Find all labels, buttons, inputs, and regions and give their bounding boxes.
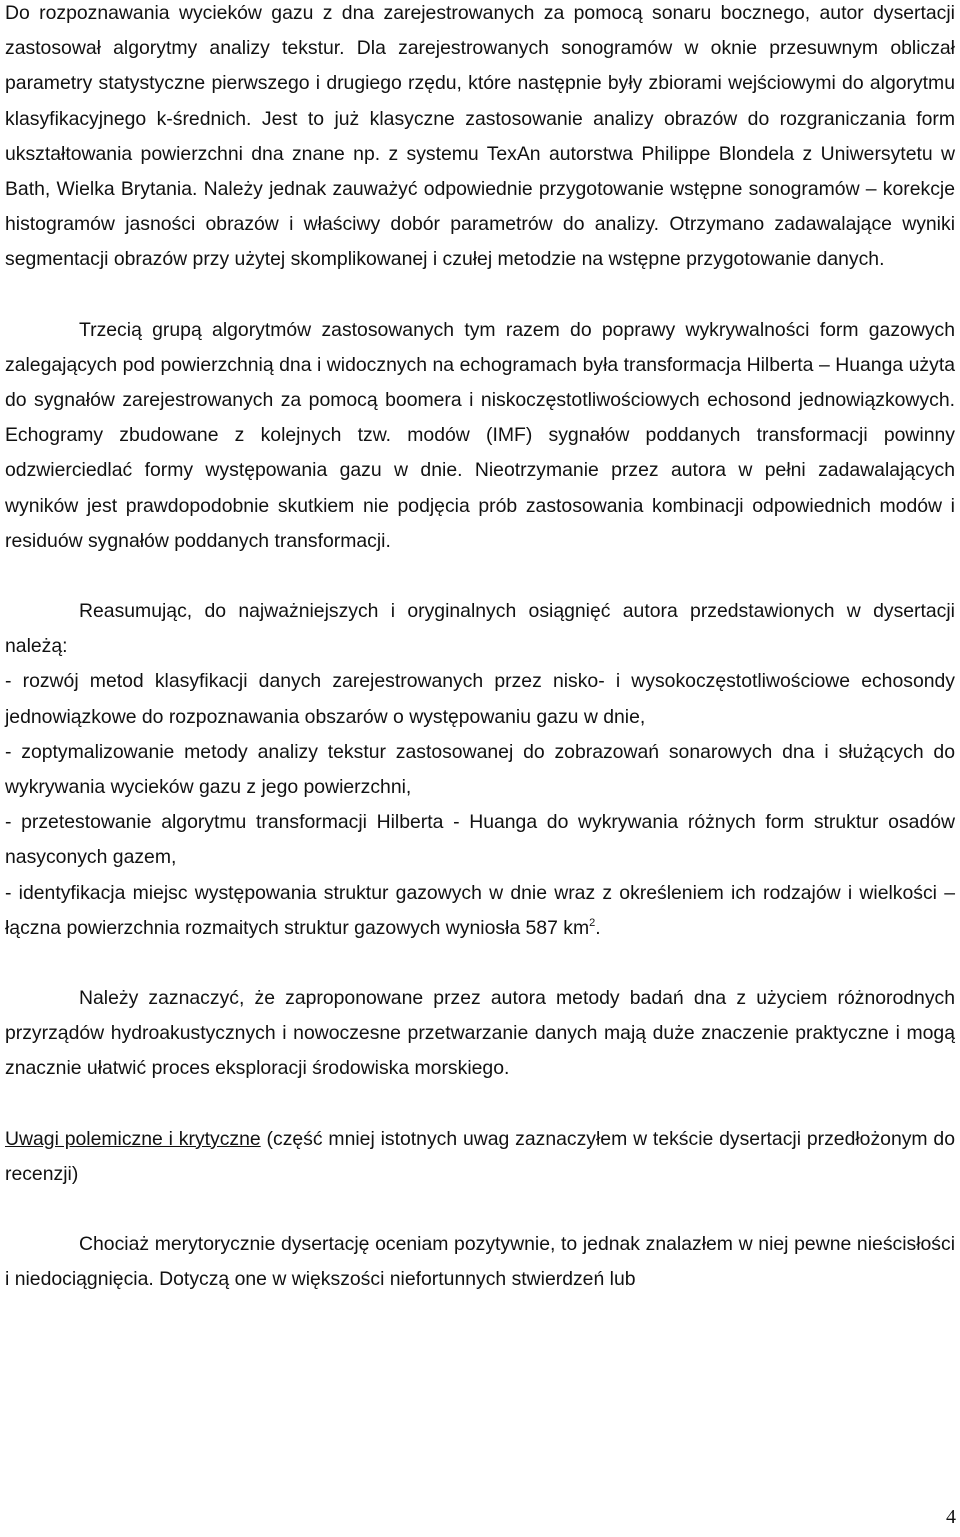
paragraph-overall-assessment: Chociaż merytorycznie dysertację oceniam pozytywnie, to jednak znalazłem w niej pewne nieścisłości i niedociągnięcia. Dotyczą one w większości niefortunnych stwierdzeń lub [5,1233,955,1291]
paragraph-gap [5,1192,955,1227]
summary-item-identification-text: - identyfikacja miejsc występowania struktur gazowych w dnie wraz z określeniem ich rodzajów i wielkości – łączna powierzchnia rozmaitych struktur gazowych wyniosła 587 km [5,881,955,939]
paragraph-gap [5,1087,955,1122]
paragraph-hilbert-huang: Trzecią grupą algorytmów zastosowanych tym razem do poprawy wykrywalności form gazowych zalegających pod powierzchnią dna i widocznych na echogramach była transformacja Hilberta – Huanga użyta do sygnałów zarejestrowanych za pomocą boomera i niskoczęstotliwościowych echosond jednowiązkowych. Echogramy zbudowane z kolejnych tzw. modów (IMF) sygnałów poddanych transformacji powinny odzwierciedlać formy występowania gazu w dnie. Nieotrzymanie przez autora w pełni zadawalających wyników jest prawdopodobnie skutkiem nie podjęcia prób zastosowania kombinacji odpowiednich modów i residuów sygnałów poddanych transformacji. [5,318,955,552]
superscript-two: 2 [589,916,596,929]
critical-remarks-note: (część mniej istotnych uwag zaznaczyłem w tekście dysertacji przedłożonym do recenzji) [5,1127,955,1185]
summary-item-texture: - zoptymalizowanie metody analizy tekstur zastosowanej do zobrazowań sonarowych dna i służących do wykrywania wycieków gazu z jego powierzchni, [5,740,955,799]
critical-remarks-heading: Uwagi polemiczne i krytyczne [5,1127,261,1150]
paragraph-critical-remarks [5,1122,955,1192]
paragraph-practical-significance: Należy zaznaczyć, że zaproponowane przez autora metody badań dna z użyciem różnorodnych przyrządów hydroakustycznych i nowoczesne przetwarzanie danych mają duże znaczenie praktyczne i mogą znacznie ułatwić proces eksploracji środowiska morskiego. [5,987,955,1080]
paragraph-gap [5,946,955,981]
paragraph-texture-analysis: Do rozpoznawania wycieków gazu z dna zarejestrowanych za pomocą sonaru bocznego, autor dysertacji zastosował algorytmy analizy tekstur. Dla zarejestrowanych sonogramów w oknie przesuwnym obliczał parametry statystyczne pierwszego i drugiego rzędu, które następnie były zbiorami wejściowymi do algorytmu klasyfikacyjnego k-średnich. Jest to już klasyczne zastosowanie analizy obrazów do rozgraniczania form ukształtowania powierzchni dna znane np. z systemu TexAn autorstwa Philippe Blondela z Uniwersytetu w Bath, Wielka Brytania. Należy jednak zauważyć odpowiednie przygotowanie wstępne sonogramów – korekcje histogramów jasności obrazów i właściwy dobór parametrów do analizy. Otrzymano zadawalające wyniki segmentacji obrazów przy użytej skomplikowanej i czułej metodzie na wstępne przygotowanie danych. [5,2,955,271]
summary-item-identification [5,876,955,946]
paragraph-gap [5,278,955,313]
page-number: 4 [946,1506,956,1528]
paragraph-summary-intro: Reasumując, do najważniejszych i oryginalnych osiągnięć autora przedstawionych w dysertacji należą: [5,600,955,658]
summary-item-classification: - rozwój metod klasyfikacji danych zarejestrowanych przez nisko- i wysokoczęstotliwościowe echosondy jednowiązkowe do rozpoznawania obszarów o występowaniu gazu w dnie, [5,670,955,728]
paragraph-gap [5,559,955,594]
summary-item-hilbert: - przetestowanie algorytmu transformacji Hilberta - Huanga do wykrywania różnych form struktur osadów nasyconych gazem, [5,811,955,869]
summary-item-end: . [595,916,601,939]
